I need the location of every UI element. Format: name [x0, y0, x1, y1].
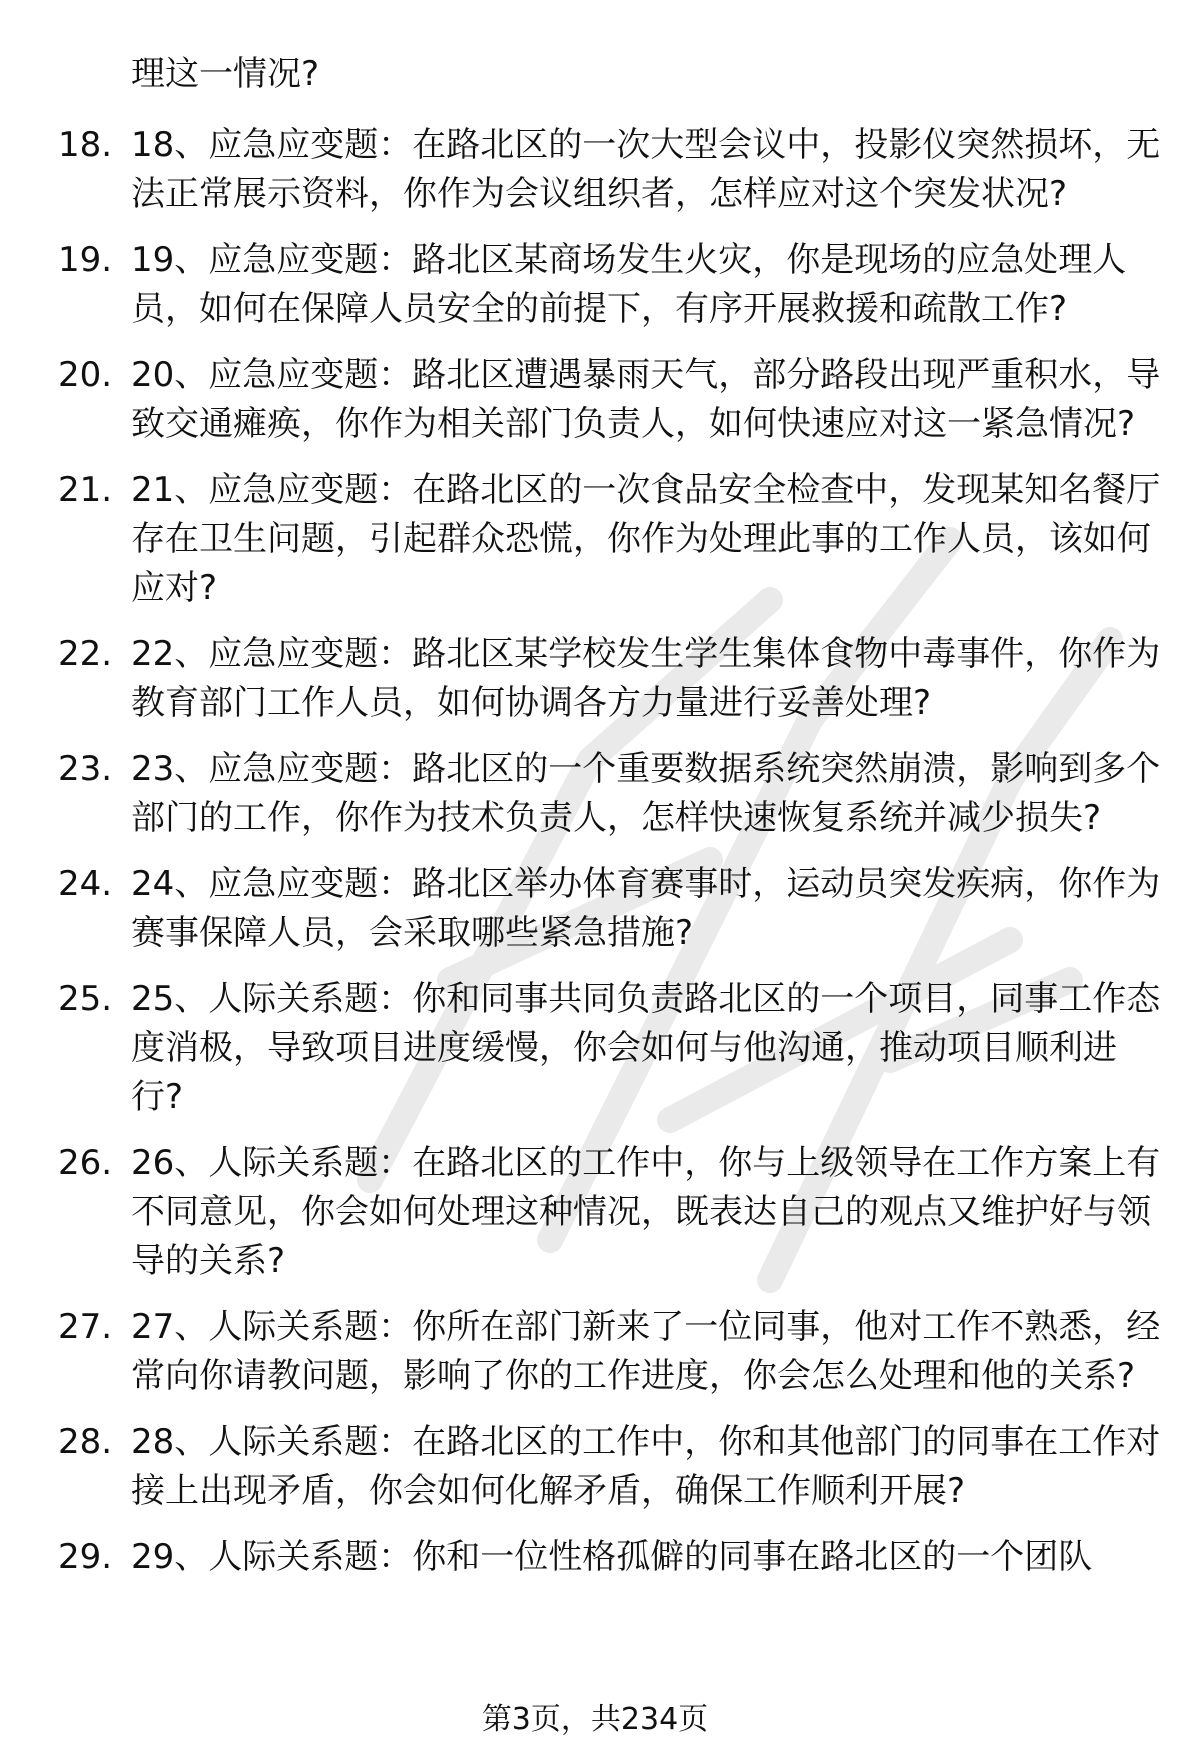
item-number: 28.	[58, 1422, 113, 1462]
item-text: 28、人际关系题：在路北区的工作中，你和其他部门的同事在工作对接上出现矛盾，你会如何化解矛盾，确保工作顺利开展?	[131, 1422, 1161, 1511]
item-text: 27、人际关系题：你所在部门新来了一位同事，他对工作不熟悉，经常向你请教问题，影响了你的工作进度，你会怎么处理和他的关系?	[131, 1307, 1161, 1396]
item-number: 24.	[58, 864, 113, 904]
item-text: 20、应急应变题：路北区遭遇暴雨天气，部分路段出现严重积水，导致交通瘫痪，你作为相关部门负责人，如何快速应对这一紧急情况?	[131, 355, 1161, 444]
item-number: 19.	[58, 240, 113, 280]
list-item	[58, 236, 1161, 334]
item-text: 25、人际关系题：你和同事共同负责路北区的一个项目，同事工作态度消极，导致项目进度缓慢，你会如何与他沟通，推动项目顺利进行?	[131, 979, 1161, 1117]
list-item	[58, 121, 1161, 219]
item-number: 23.	[58, 749, 113, 789]
item-text: 24、应急应变题：路北区举办体育赛事时，运动员突发疾病，你作为赛事保障人员，会采取哪些紧急措施?	[131, 864, 1161, 953]
item-text: 22、应急应变题：路北区某学校发生学生集体食物中毒事件，你作为教育部门工作人员，如何协调各方力量进行妥善处理?	[131, 634, 1161, 723]
item-text: 18、应急应变题：在路北区的一次大型会议中，投影仪突然损坏，无法正常展示资料，你作为会议组织者，怎样应对这个突发状况?	[131, 125, 1161, 214]
list-item	[58, 745, 1161, 843]
item-text: 19、应急应变题：路北区某商场发生火灾，你是现场的应急处理人员，如何在保障人员安全的前提下，有序开展救援和疏散工作?	[131, 240, 1127, 329]
item-number: 26.	[58, 1143, 113, 1183]
item-text: 26、人际关系题：在路北区的工作中，你与上级领导在工作方案上有不同意见，你会如何处理这种情况，既表达自己的观点又维护好与领导的关系?	[131, 1143, 1161, 1281]
question-list	[58, 121, 1161, 1599]
list-item	[58, 1533, 1161, 1582]
item-number: 21.	[58, 470, 113, 510]
list-item	[58, 1418, 1161, 1516]
continued-question-text: 理这一情况?	[131, 54, 320, 94]
item-number: 27.	[58, 1307, 113, 1347]
item-number: 25.	[58, 979, 113, 1019]
page-footer: 第3页，共234页	[481, 1702, 709, 1737]
item-text: 29、人际关系题：你和一位性格孤僻的同事在路北区的一个团队	[131, 1537, 1093, 1577]
list-item	[58, 975, 1161, 1122]
item-text: 21、应急应变题：在路北区的一次食品安全检查中，发现某知名餐厅存在卫生问题，引起群众恐慌，你作为处理此事的工作人员，该如何应对?	[131, 470, 1161, 608]
list-item	[58, 351, 1161, 449]
list-item	[58, 1139, 1161, 1286]
list-item	[58, 630, 1161, 728]
list-item	[58, 860, 1161, 958]
item-text: 23、应急应变题：路北区的一个重要数据系统突然崩溃，影响到多个部门的工作，你作为技术负责人，怎样快速恢复系统并减少损失?	[131, 749, 1161, 838]
item-number: 22.	[58, 634, 113, 674]
item-number: 20.	[58, 355, 113, 395]
list-item	[58, 1303, 1161, 1401]
list-item	[58, 466, 1161, 613]
item-number: 18.	[58, 125, 113, 165]
item-number: 29.	[58, 1537, 113, 1577]
